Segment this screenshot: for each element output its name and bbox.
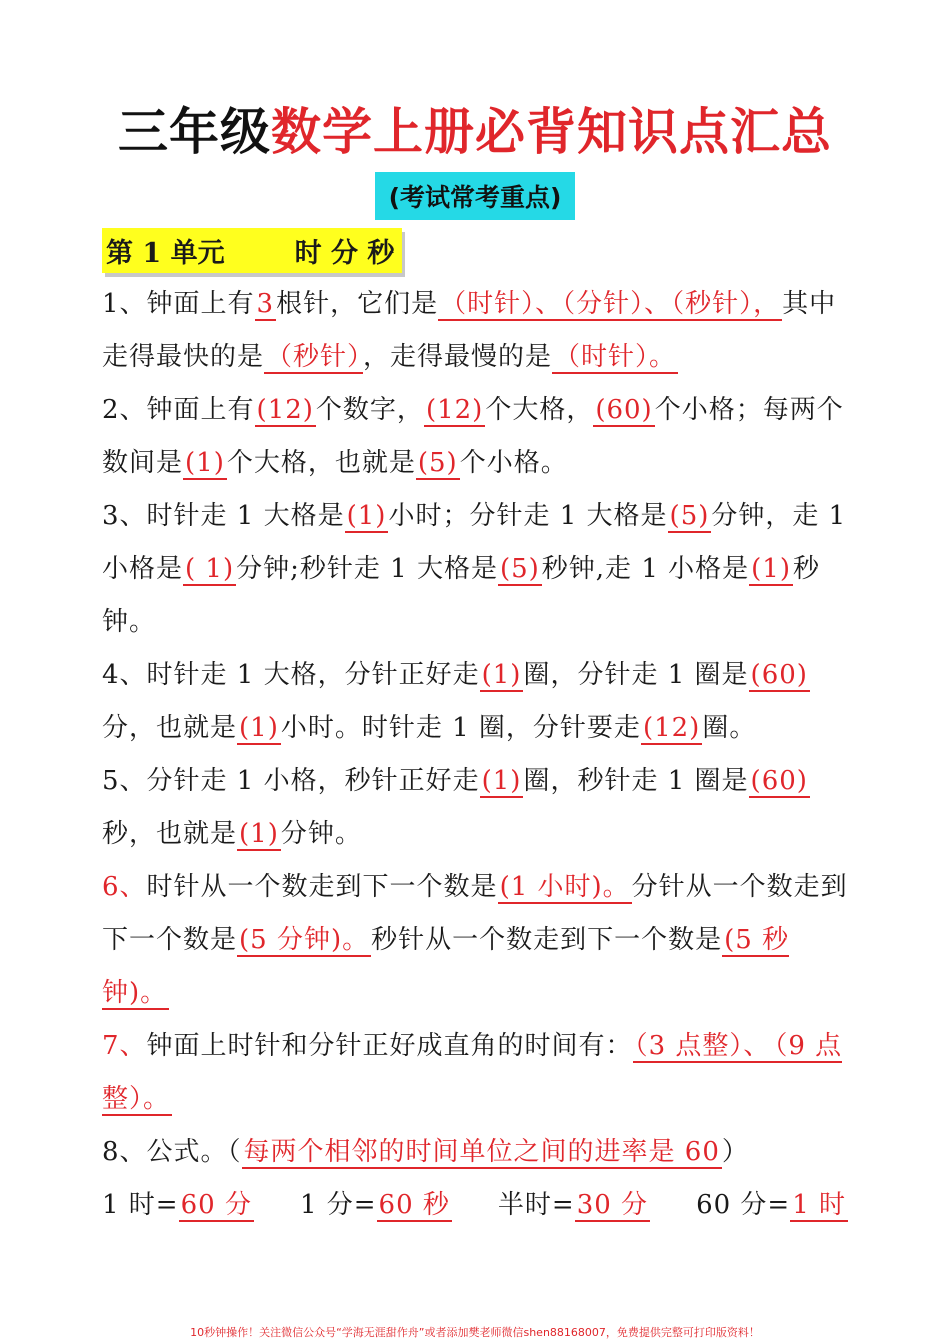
item-5-text: 圈，秒针走 1 圈是 <box>523 766 749 796</box>
item-2-text: 个小格。 <box>459 448 568 478</box>
item-1-answer: （时针）、（分针）、（秒针）， <box>440 289 781 319</box>
item-5-answer: (1) <box>481 766 522 796</box>
title-subject: 数学上册必背知识点汇总 <box>271 103 832 161</box>
formula-sixty-minutes <box>696 1179 848 1232</box>
item-7-answer: （3 点整）、 <box>634 1031 771 1061</box>
item-4-answer: (1) <box>481 660 522 690</box>
item-2-text: 个大格，也就是 <box>226 448 416 478</box>
item-4 <box>102 649 850 755</box>
item-1-answer: （秒针） <box>266 342 362 372</box>
item-5 <box>102 755 850 861</box>
item-1-text: 1、钟面上有 <box>102 289 255 319</box>
formula-hour <box>102 1179 254 1232</box>
item-4-text: 圈，分针走 1 圈是 <box>523 660 749 690</box>
item-2-text: 个小格；每两个数间是 <box>102 395 844 478</box>
page-title <box>0 92 950 164</box>
item-2-answer: (5) <box>417 448 458 478</box>
formula-minute <box>300 1179 452 1232</box>
item-6-answer: (5 秒钟)。 <box>102 925 790 1008</box>
formula-label: 1 时= <box>102 1190 179 1220</box>
knowledge-list <box>102 278 850 1232</box>
item-3-answer: (1) <box>346 501 387 531</box>
item-2-text: 个数字， <box>315 395 424 425</box>
item-1-text: ，走得最慢的是 <box>363 342 553 372</box>
item-5-text: 分钟。 <box>280 819 362 849</box>
unit-topic: 时 分 秒 <box>294 238 395 269</box>
item-5-text: 5、分针走 1 小格，秒针正好走 <box>102 766 480 796</box>
subtitle: (考试常考重点) <box>375 172 576 220</box>
item-4-text: 小时。时针走 1 圈，分针要走 <box>280 713 641 743</box>
item-7-answer: （9 点整）。 <box>102 1031 843 1114</box>
item-4-text: 圈。 <box>702 713 757 743</box>
item-4-answer: (12) <box>642 713 701 743</box>
item-8-text: 8、公式。（ <box>102 1137 242 1167</box>
item-4-text: 4、时针走 1 大格，分针正好走 <box>102 660 480 690</box>
item-1-answer: 3 <box>256 289 275 319</box>
formula-label: 1 分= <box>299 1190 377 1220</box>
item-2-answer: (12) <box>425 395 484 425</box>
item-4-answer: (1) <box>239 713 279 743</box>
item-5-answer: (1) <box>239 819 279 849</box>
item-1 <box>102 278 850 384</box>
item-6-answer: (5 分钟)。 <box>239 925 370 955</box>
subtitle-wrap <box>0 172 950 220</box>
item-3-text: 秒钟,走 1 小格是 <box>541 554 750 584</box>
item-3-answer: ( 1) <box>185 554 235 584</box>
item-3-answer: (5) <box>669 501 710 531</box>
item-3-text: 分钟，走 1 小格是 <box>102 501 847 584</box>
item-7-number: 7、 <box>102 1031 147 1061</box>
formula-value: 1 时 <box>792 1190 847 1220</box>
item-7 <box>102 1020 850 1126</box>
item-8 <box>102 1126 850 1179</box>
formula-value: 60 分 <box>180 1190 252 1220</box>
item-2-answer: (60) <box>595 395 653 425</box>
item-3-text: 小时；分针走 1 大格是 <box>388 501 668 531</box>
item-3-text: 分钟;秒针走 1 大格是 <box>236 554 498 584</box>
item-6-text: 分针从一个数走到下一个数是 <box>102 872 848 955</box>
unit-heading <box>102 228 402 273</box>
item-6-text: 秒针从一个数走到下一个数是 <box>371 925 723 955</box>
formula-value: 60 秒 <box>378 1190 450 1220</box>
item-6-text: 时针从一个数走到下一个数是 <box>146 872 498 902</box>
item-3-text: 3、时针走 1 大格是 <box>102 501 345 531</box>
formula-half-hour <box>498 1179 650 1232</box>
footer-note: 10秒钟操作！关注微信公众号“学海无涯甜作舟”或者添加樊老师微信shen88168007，免费提供完整可打印版资料！ <box>190 1326 760 1339</box>
item-3-text: 秒钟。 <box>102 554 820 637</box>
item-2-text: 2、钟面上有 <box>102 395 255 425</box>
item-3-answer: (5) <box>499 554 540 584</box>
item-6-number: 6、 <box>102 872 147 902</box>
item-6-answer: (1 小时)。 <box>499 872 630 902</box>
item-8-text: ） <box>721 1137 749 1167</box>
item-7-text: 钟面上时针和分针正好成直角的时间有： <box>146 1031 633 1061</box>
formula-label: 半时= <box>497 1190 575 1220</box>
formula-value: 30 分 <box>576 1190 649 1220</box>
formula-label: 60 分= <box>696 1190 791 1220</box>
item-4-text: 分，也就是 <box>102 713 238 743</box>
item-2-text: 个大格， <box>485 395 594 425</box>
title-grade: 三年级 <box>118 103 271 161</box>
item-6 <box>102 861 850 1020</box>
item-1-text: 其中走得最快的是 <box>102 289 837 372</box>
formula-row <box>102 1179 850 1232</box>
item-4-answer: (60) <box>750 660 808 690</box>
item-3-answer: (1) <box>751 554 791 584</box>
item-5-text: 秒，也就是 <box>102 819 238 849</box>
item-2-answer: (1) <box>185 448 225 478</box>
item-8-answer: 每两个相邻的时间单位之间的进率是 60 <box>243 1137 720 1167</box>
item-2 <box>102 384 850 490</box>
item-1-answer: （时针）。 <box>554 342 677 372</box>
item-1-text: 根针，它们是 <box>276 289 439 319</box>
item-2-answer: (12) <box>256 395 314 425</box>
item-3 <box>102 490 850 649</box>
item-5-answer: (60) <box>750 766 808 796</box>
unit-label: 第 1 单元 <box>106 238 225 269</box>
